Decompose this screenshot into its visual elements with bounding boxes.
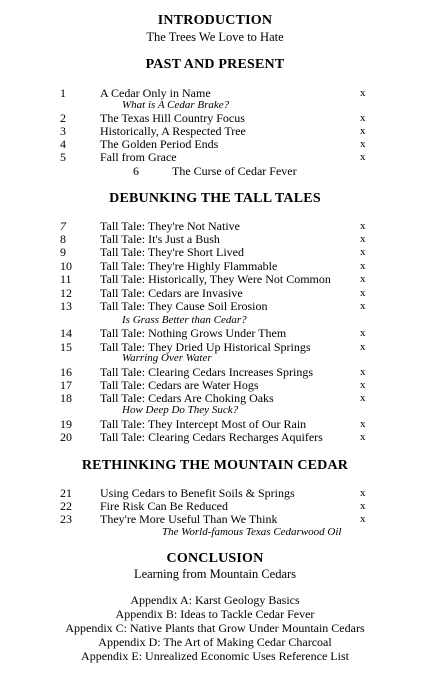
toc-entry-1[interactable]	[0, 86, 430, 100]
toc-entry-5[interactable]	[0, 150, 430, 164]
chapter-title: Tall Tale: Historically, They Were Not Common	[100, 272, 331, 286]
chapter-number: 20	[60, 430, 72, 444]
page-marker: x	[360, 500, 366, 512]
page-marker: x	[360, 138, 366, 150]
chapter-number: 17	[60, 378, 72, 392]
chapter-title: Tall Tale: They're Highly Flammable	[100, 259, 278, 273]
chapter-title: Tall Tale: They're Not Native	[100, 219, 240, 233]
chapter-number: 14	[60, 326, 72, 340]
appendix-a-entry[interactable]: Appendix A: Karst Geology Basics	[130, 593, 300, 607]
toc-entry-9[interactable]	[0, 245, 430, 259]
chapter-number: 2	[60, 111, 66, 125]
toc-entry-15[interactable]	[0, 340, 430, 354]
toc-entry-16[interactable]	[0, 365, 430, 379]
chapter-title: Tall Tale: Clearing Cedars Increases Springs	[100, 365, 314, 379]
toc-entry-3[interactable]	[0, 124, 430, 138]
chapter-number: 13	[60, 299, 72, 313]
chapter-number: 11	[60, 272, 72, 286]
chapter-number: 3	[60, 124, 66, 138]
page-marker: x	[360, 260, 366, 272]
appendix-d-entry[interactable]: Appendix D: The Art of Making Cedar Charcoal	[98, 635, 332, 649]
chapter-number: 23	[60, 512, 72, 526]
page-marker: x	[360, 431, 366, 443]
chapter-title: Tall Tale: They Cause Soil Erosion	[100, 299, 268, 313]
chapter-number: 9	[60, 245, 66, 259]
appendix-e-entry[interactable]: Appendix E: Unrealized Economic Uses Reference List	[81, 649, 349, 663]
chapter-number: 7	[60, 219, 66, 233]
chapter-number: 15	[60, 340, 72, 354]
toc-entry-10[interactable]	[0, 259, 430, 273]
appendix-c-entry[interactable]: Appendix C: Native Plants that Grow Under Mountain Cedars	[65, 621, 365, 635]
chapter-number: 19	[60, 417, 72, 431]
chapter-title: Tall Tale: Nothing Grows Under Them	[100, 326, 287, 340]
chapter-title: Historically, A Respected Tree	[100, 124, 246, 138]
toc-entry-23[interactable]	[0, 512, 430, 526]
chapter-title: Tall Tale: It's Just a Bush	[100, 232, 220, 246]
chapter-number: 10	[60, 259, 72, 273]
subsection-title[interactable]: Warring Over Water	[122, 352, 212, 364]
page-marker: x	[360, 379, 366, 391]
page-marker: x	[360, 112, 366, 124]
chapter-title: Fire Risk Can Be Reduced	[100, 499, 228, 513]
page-marker: x	[360, 87, 366, 99]
toc-entry-14[interactable]	[0, 326, 430, 340]
toc-entry-2[interactable]	[0, 111, 430, 125]
page-marker: x	[360, 287, 366, 299]
page-marker: x	[360, 273, 366, 285]
introduction-subtitle: The Trees We Love to Hate	[146, 30, 284, 44]
toc-entry-11[interactable]	[0, 272, 430, 286]
toc-entry-18[interactable]	[0, 391, 430, 405]
toc-entry-13[interactable]	[0, 299, 430, 313]
chapter-title: The Golden Period Ends	[100, 137, 219, 151]
toc-entry-21[interactable]	[0, 486, 430, 500]
chapter-number: 12	[60, 286, 72, 300]
page-marker: x	[360, 246, 366, 258]
introduction-heading: INTRODUCTION	[157, 13, 273, 28]
conclusion-subtitle: Learning from Mountain Cedars	[133, 567, 297, 581]
page-marker: x	[360, 125, 366, 137]
subsection-title[interactable]: Is Grass Better than Cedar?	[122, 314, 247, 326]
toc-entry-19[interactable]	[0, 417, 430, 431]
page-marker: x	[360, 327, 366, 339]
toc-entry-8[interactable]	[0, 232, 430, 246]
chapter-number: 8	[60, 232, 66, 246]
chapter-number: 22	[60, 499, 72, 513]
past-and-present-heading: PAST AND PRESENT	[145, 57, 285, 72]
page-marker: x	[360, 487, 366, 499]
subsection-title[interactable]: How Deep Do They Suck?	[122, 404, 239, 416]
page-marker: x	[360, 418, 366, 430]
chapter-number: 5	[60, 150, 66, 164]
page-marker: x	[360, 392, 366, 404]
chapter-number: 18	[60, 391, 72, 405]
page-marker: x	[360, 300, 366, 312]
toc-entry-6[interactable]	[0, 164, 430, 178]
chapter-number: 16	[60, 365, 72, 379]
rethinking-heading: RETHINKING THE MOUNTAIN CEDAR	[81, 458, 349, 473]
chapter-title: A Cedar Only in Name	[100, 86, 211, 100]
page-marker: x	[360, 513, 366, 525]
chapter-title: Tall Tale: Cedars are Water Hogs	[100, 378, 259, 392]
page-marker: x	[360, 341, 366, 353]
page-marker: x	[360, 151, 366, 163]
subsection-title[interactable]: The World-famous Texas Cedarwood Oil	[162, 526, 342, 538]
page-marker: x	[360, 366, 366, 378]
toc-entry-22[interactable]	[0, 499, 430, 513]
chapter-number: 1	[60, 86, 66, 100]
chapter-title: Fall from Grace	[100, 150, 177, 164]
toc-entry-4[interactable]	[0, 137, 430, 151]
debunking-heading: DEBUNKING THE TALL TALES	[109, 191, 321, 206]
chapter-number: 21	[60, 486, 72, 500]
chapter-title: The Curse of Cedar Fever	[172, 164, 297, 178]
chapter-number: 6	[133, 164, 139, 178]
chapter-number: 4	[60, 137, 66, 151]
appendix-b-entry[interactable]: Appendix B: Ideas to Tackle Cedar Fever	[115, 607, 315, 621]
chapter-title: Tall Tale: Cedars Are Choking Oaks	[100, 391, 274, 405]
toc-entry-17[interactable]	[0, 378, 430, 392]
toc-entry-20[interactable]	[0, 430, 430, 444]
conclusion-heading: CONCLUSION	[166, 551, 264, 566]
page-marker: x	[360, 220, 366, 232]
chapter-title: Tall Tale: They're Short Lived	[100, 245, 244, 259]
chapter-title: They're More Useful Than We Think	[100, 512, 278, 526]
page-marker: x	[360, 233, 366, 245]
toc-entry-12[interactable]	[0, 286, 430, 300]
chapter-title: Tall Tale: They Intercept Most of Our Rain	[100, 417, 307, 431]
toc-entry-7[interactable]	[0, 219, 430, 233]
chapter-title: The Texas Hill Country Focus	[100, 111, 245, 125]
chapter-title: Tall Tale: Cedars are Invasive	[100, 286, 243, 300]
subsection-title[interactable]: What is A Cedar Brake?	[122, 99, 230, 111]
chapter-title: Tall Tale: Clearing Cedars Recharges Aquifers	[100, 430, 323, 444]
chapter-title: Using Cedars to Benefit Soils & Springs	[100, 486, 295, 500]
chapter-title: Tall Tale: They Dried Up Historical Springs	[100, 340, 311, 354]
